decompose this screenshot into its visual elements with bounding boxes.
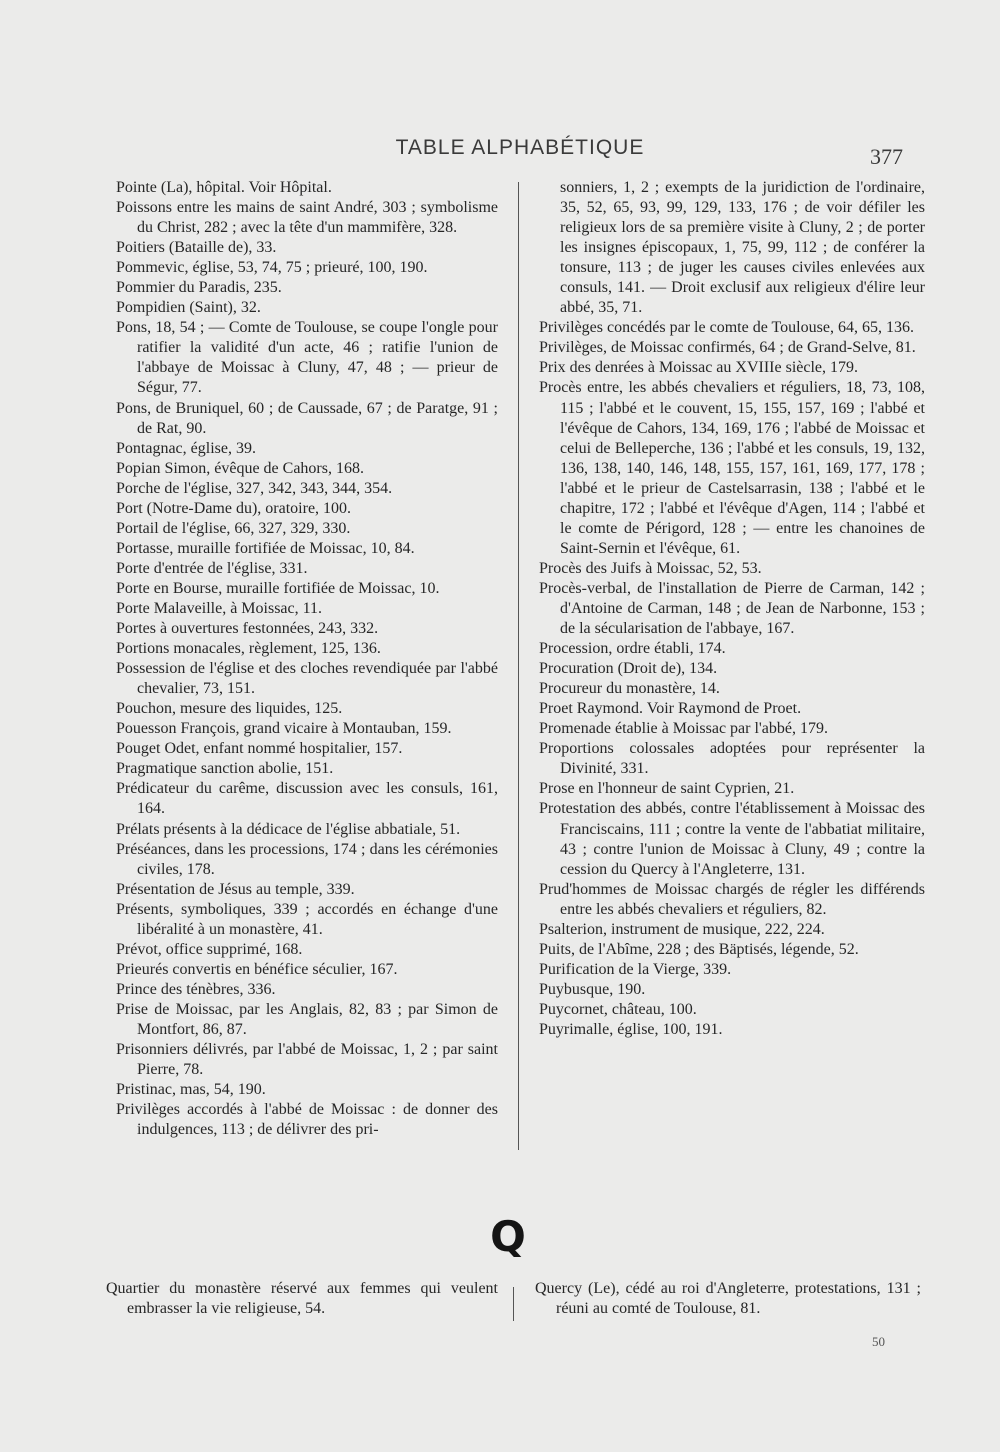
index-entry: Procureur du monastère, 14. [539, 680, 720, 698]
column-divider-q [513, 1287, 514, 1321]
index-entry: Procession, ordre établi, 174. [539, 640, 726, 658]
index-column-left [116, 178, 498, 1140]
index-entry: Popian Simon, évêque de Cahors, 168. [116, 459, 364, 477]
running-title: TABLE ALPHABÉTIQUE [395, 136, 645, 159]
index-entry: Poissons entre les mains de saint André, 303 ; symbolisme du Christ, 282 ; avec la tête d'un mammifère, 328. [116, 199, 498, 237]
index-entry: Quercy (Le), cédé au roi d'Angleterre, protestations, 131 ; réuni au comté de Toulouse, 81. [535, 1280, 921, 1318]
index-entry: Procuration (Droit de), 134. [539, 660, 718, 678]
index-entry: Prélats présents à la dédicace de l'église abbatiale, 51. [116, 820, 461, 838]
index-entry: Pouesson François, grand vicaire à Montauban, 159. [116, 720, 452, 738]
index-entry: Pristinac, mas, 54, 190. [116, 1081, 266, 1099]
index-entry: Puybusque, 190. [539, 980, 646, 998]
index-entry: Pompidien (Saint), 32. [116, 299, 261, 317]
index-entry: Pragmatique sanction abolie, 151. [116, 760, 334, 778]
index-entry: Prince des ténèbres, 336. [116, 980, 276, 998]
index-entry: Poitiers (Bataille de), 33. [116, 239, 277, 257]
index-entry: Psalterion, instrument de musique, 222, 224. [539, 920, 825, 938]
section-q-column-left [106, 1279, 498, 1319]
index-entry: Portes à ouvertures festonnées, 243, 332. [116, 620, 379, 638]
index-entry-continuation: sonniers, 1, 2 ; exempts de la juridiction de l'ordinaire, 35, 52, 65, 93, 99, 129, 133, 176 ; de voir défiler les religieux lors de sa première visite à Cluny, 2 ; de porter les insignes épiscopaux, 1, 75, 99, 112 ; de conférer la tonsure, 113 ; de juger les causes civiles enlevées aux consuls, 141. — Droit exclusif aux religieux d'élire leur abbé, 35, 71. [560, 179, 925, 317]
index-entry: Pontagnac, église, 39. [116, 439, 256, 457]
index-entry: Prédicateur du carême, discussion avec les consuls, 161, 164. [116, 780, 498, 818]
index-entry: Portions monacales, règlement, 125, 136. [116, 640, 381, 658]
index-entry: Porte d'entrée de l'église, 331. [116, 559, 308, 577]
signature-mark: 50 [872, 1334, 885, 1349]
index-entry: Privilèges concédés par le comte de Toulouse, 64, 65, 136. [539, 319, 914, 337]
index-entry: Prieurés convertis en bénéfice séculier, 167. [116, 960, 398, 978]
index-entry: Puyrimalle, église, 100, 191. [539, 1020, 723, 1038]
index-entry: Prise de Moissac, par les Anglais, 82, 83 ; par Simon de Montfort, 86, 87. [116, 1000, 498, 1038]
index-entry: Préséances, dans les processions, 174 ; dans les cérémonies civiles, 178. [116, 840, 498, 878]
index-entry: Pons, de Bruniquel, 60 ; de Caussade, 67 ; de Paratge, 91 ; de Rat, 90. [116, 399, 498, 437]
index-entry: Pommevic, église, 53, 74, 75 ; prieuré, 100, 190. [116, 259, 428, 277]
index-entry: Port (Notre-Dame du), oratoire, 100. [116, 499, 352, 517]
index-entry: Procès entre, les abbés chevaliers et réguliers, 18, 73, 108, 115 ; l'abbé et le couvent, 15, 155, 157, 169 ; l'abbé et l'évêque de Cahors, 134, 169, 176 ; l'abbé de Moissac et celui de Belleperche, 136 ; l'abbé et les consuls, 19, 132, 136, 138, 140, 146, 148, 155, 157, 161, 169, 177, 178 ; l'abbé et le prieur de Castelsarrasin, 138 ; l'abbé et le chapitre, 172 ; l'abbé et l'évêque d'Agen, 114 ; l'abbé et le comte de Périgord, 128 ; — entre les chanoines de Saint-Sernin et l'évêque, 61. [539, 379, 925, 557]
index-entry: Puycornet, château, 100. [539, 1000, 697, 1018]
index-entry: Quartier du monastère réservé aux femmes qui veulent embrasser la vie religieuse, 54. [106, 1280, 498, 1318]
index-entry: Prévot, office supprimé, 168. [116, 940, 303, 958]
section-q-column-right [535, 1279, 921, 1319]
index-entry: Puits, de l'Abîme, 228 ; des Bäptisés, légende, 52. [539, 940, 859, 958]
index-entry: Portail de l'église, 66, 327, 329, 330. [116, 519, 351, 537]
index-entry: Pouchon, mesure des liquides, 125. [116, 700, 343, 718]
section-letter-q: Q [490, 1212, 526, 1261]
index-entry: Possession de l'église et des cloches revendiquée par l'abbé chevalier, 73, 151. [116, 660, 498, 698]
index-entry: Privilèges, de Moissac confirmés, 64 ; de Grand-Selve, 81. [539, 339, 916, 357]
index-entry: Présents, symboliques, 339 ; accordés en échange d'une libéralité à un monastère, 41. [116, 900, 498, 938]
index-entry: Promenade établie à Moissac par l'abbé, 179. [539, 720, 829, 738]
index-entry: Protestation des abbés, contre l'établissement à Moissac des Franciscains, 111 ; contre la vente de l'abbatiat militaire, 43 ; contre l'union de Moissac à Cluny, 49 ; contre la cession du Quercy à l'Angleterre, 131. [539, 800, 925, 878]
index-entry: Purification de la Vierge, 339. [539, 960, 732, 978]
index-entry: Porte en Bourse, muraille fortifiée de Moissac, 10. [116, 579, 440, 597]
column-divider [518, 182, 519, 1150]
index-entry: Pons, 18, 54 ; — Comte de Toulouse, se coupe l'ongle pour ratifier la validité d'un acte, 46 ; ratifie l'union de l'abbaye de Moissac à Cluny, 47, 48 ; — prieur de Ségur, 77. [116, 319, 498, 397]
index-entry: Pointe (La), hôpital. Voir Hôpital. [116, 179, 332, 196]
index-entry: Procès des Juifs à Moissac, 52, 53. [539, 559, 762, 577]
index-entry: Prix des denrées à Moissac au XVIIIe siècle, 179. [539, 359, 859, 377]
index-entry: Prose en l'honneur de saint Cyprien, 21. [539, 780, 795, 798]
index-entry: Procès-verbal, de l'installation de Pierre de Carman, 142 ; d'Antoine de Carman, 148 ; de Jean de Narbonne, 153 ; de la sécularisation de l'abbaye, 167. [539, 579, 925, 638]
index-entry: Privilèges accordés à l'abbé de Moissac : de donner des indulgences, 113 ; de délivrer des pri- [116, 1101, 498, 1139]
index-entry: Pommier du Paradis, 235. [116, 279, 282, 297]
index-entry: Proet Raymond. Voir Raymond de Proet. [539, 700, 802, 718]
index-column-right [539, 178, 925, 1040]
page-number: 377 [870, 144, 903, 169]
index-entry: Prisonniers délivrés, par l'abbé de Moissac, 1, 2 ; par saint Pierre, 78. [116, 1041, 498, 1079]
index-entry: Proportions colossales adoptées pour représenter la Divinité, 331. [539, 740, 925, 778]
index-entry: Porte Malaveille, à Moissac, 11. [116, 599, 323, 617]
index-entry: Pouget Odet, enfant nommé hospitalier, 157. [116, 740, 403, 758]
index-entry: Présentation de Jésus au temple, 339. [116, 880, 355, 898]
index-entry: Prud'hommes de Moissac chargés de régler les différends entre les abbés chevaliers et réguliers, 82. [539, 880, 925, 918]
index-entry: Porche de l'église, 327, 342, 343, 344, 354. [116, 479, 393, 497]
index-entry: Portasse, muraille fortifiée de Moissac, 10, 84. [116, 539, 415, 557]
